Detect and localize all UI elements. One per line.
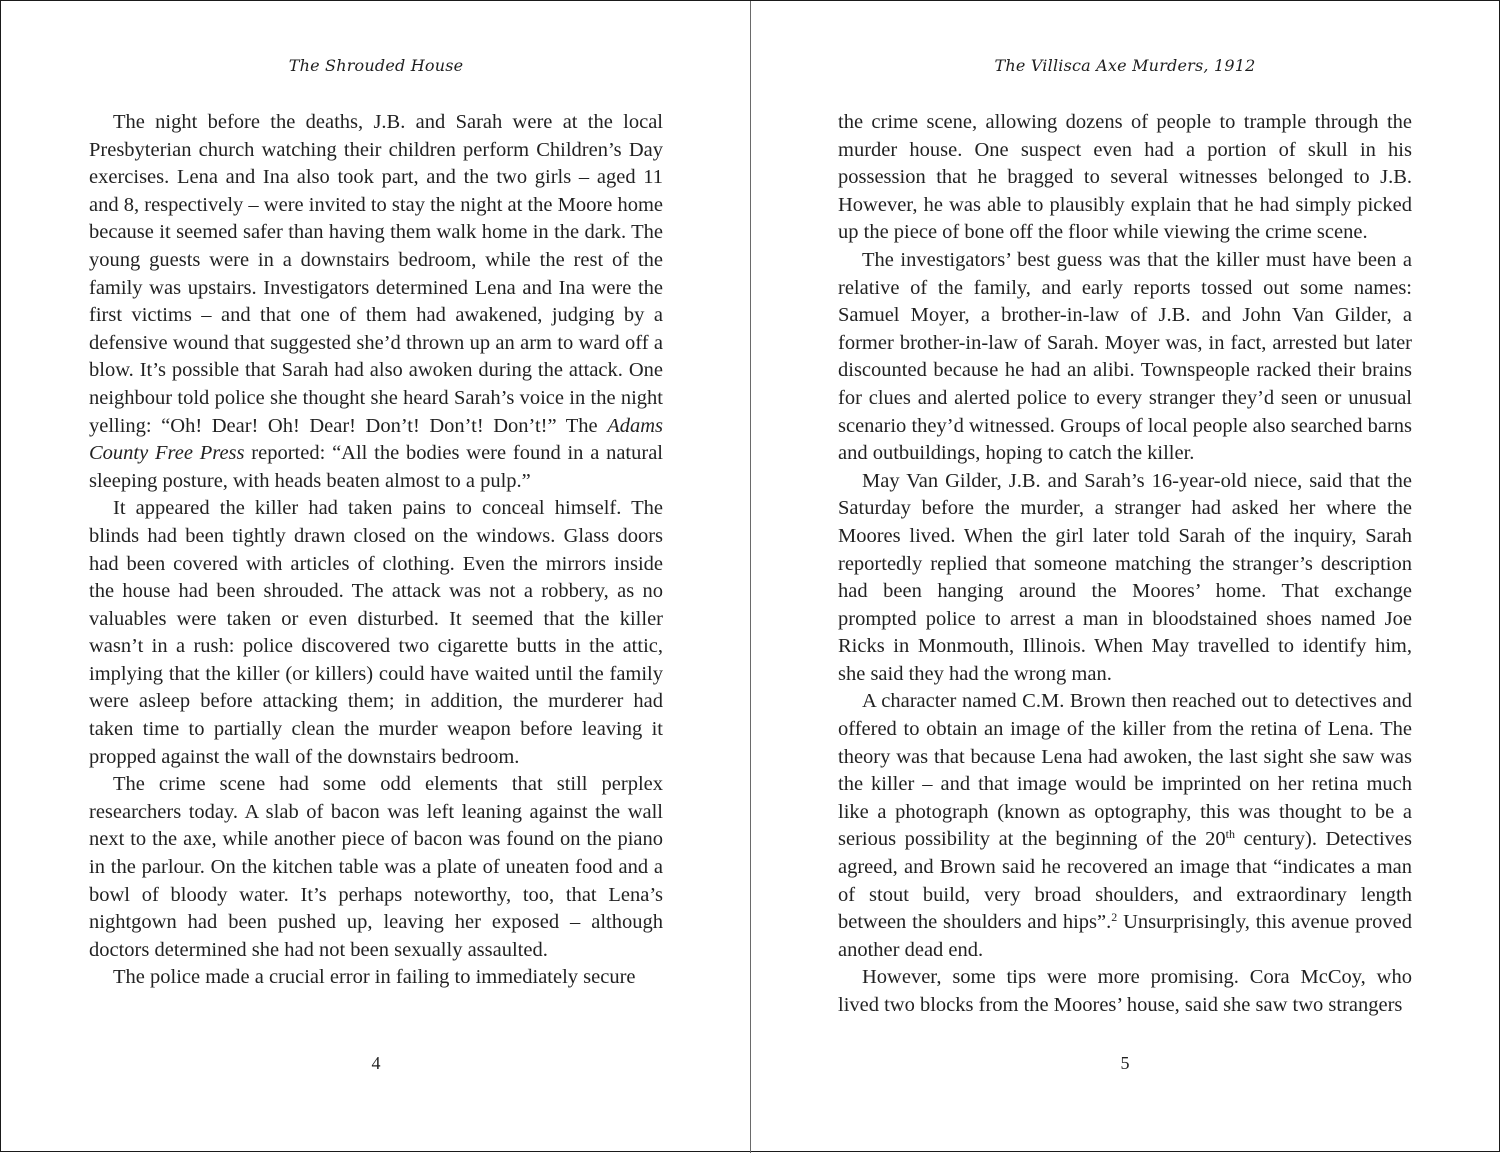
left-running-head: The Shrouded House	[288, 56, 464, 75]
right-running-head: The Villisca Axe Murders, 1912	[994, 56, 1256, 75]
right-body-text	[838, 109, 1412, 1020]
gutter-divider	[750, 1, 751, 1153]
footnote-marker[interactable]: 2	[1111, 910, 1118, 925]
left-paragraph-2: It appeared the killer had taken pains to conceal himself. The blinds had been tightly drawn closed on the windows. Glass doors had been covered with articles of clothing. Even the mirrors inside the house had been shrouded. The attack was not a robbery, as no valuables were taken or even disturbed. It seemed that the killer wasn’t in a rush: police discovered two cigarette butts in the attic, implying that the killer (or killers) could have waited until the family were asleep before attacking them; in addition, the murderer had taken time to partially clean the murder weapon before leaving it propped against the wall of the downstairs bedroom.	[89, 497, 663, 768]
right-paragraph-4-part-2: century). Detectives agreed, and Brown said he recovered an image that “indicates a man of stout build, very broad shoulders, and extraordinary length between the shoulders and hips”.	[838, 828, 1412, 934]
right-paragraph-5: However, some tips were more promising. Cora McCoy, who lived two blocks from the Moores’ house, said she saw two strangers	[838, 966, 1412, 1016]
left-paragraph-3: The crime scene had some odd elements that still perplex researchers today. A slab of bacon was left leaning against the wall next to the axe, while another piece of bacon was found on the piano in the parlour. On the kitchen table was a plate of uneaten food and a bowl of bloody water. It’s perhaps noteworthy, too, that Lena’s nightgown had been pushed up, leaving her exposed – although doctors determined she had not been sexually assaulted.	[89, 773, 663, 961]
left-paragraph-1-part-2: reported: “All the bodies were found in a natural sleeping posture, with heads beaten almost to a pulp.”	[89, 442, 664, 492]
right-paragraph-4-part-1: A character named C.M. Brown then reached out to detectives and offered to obtain an image of the killer from the retina of Lena. The theory was that because Lena had awoken, the last sight she saw was the killer – and that image would be imprinted on her retina much like a photograph (known as optography, this was thought to be a serious possibility at the beginning of the 20	[838, 690, 1412, 851]
right-paragraph-4	[838, 688, 1412, 964]
right-paragraph-3: May Van Gilder, J.B. and Sarah’s 16-year-old niece, said that the Saturday before the murder, a stranger had asked her where the Moores lived. When the girl later told Sarah of the inquiry, Sarah reportedly replied that someone matching the stranger’s description had been hanging around the Moores’ home. That exchange prompted police to arrest a man in bloodstained shoes named Joe Ricks in Monmouth, Illinois. When May travelled to identify him, she said they had the wrong man.	[838, 469, 1412, 685]
left-page	[89, 1, 663, 1153]
right-page-number: 5	[1120, 1053, 1130, 1073]
right-paragraph-1: the crime scene, allowing dozens of people to trample through the murder house. One suspect even had a portion of skull in his possession that he bragged to several witnesses belonged to J.B. However, he was able to plausibly explain that he had simply picked up the piece of bone off the floor while viewing the crime scene.	[838, 111, 1412, 244]
left-paragraph-4: The police made a crucial error in failing to immediately secure	[113, 966, 636, 989]
left-body-text	[89, 109, 663, 992]
left-paragraph-1	[89, 109, 663, 495]
right-paragraph-2: The investigators’ best guess was that the killer must have been a relative of the family, and early reports tossed out some names: Samuel Moyer, a brother-in-law of J.B. and John Van Gilder, a former brother-in-law of Sarah. Moyer was, in fact, arrested but later discounted because he had an alibi. Townspeople racked their brains for clues and alerted police to every stranger they’d seen or unusual scenario they’d witnessed. Groups of local people also searched barns and outbuildings, hoping to catch the killer.	[838, 248, 1412, 465]
ordinal-superscript: th	[1225, 827, 1235, 842]
newspaper-title: Adams County Free Press	[89, 414, 663, 465]
left-page-number: 4	[371, 1053, 381, 1073]
right-paragraph-4-part-3: Unsurprisingly, this avenue proved another dead end.	[838, 911, 1412, 961]
right-page	[838, 1, 1412, 1153]
left-paragraph-1-part-1: The night before the deaths, J.B. and Sarah were at the local Presbyterian church watching their children perform Children’s Day exercises. Lena and Ina also took part, and the two girls – aged 11 and 8, respectively – were invited to stay the night at the Moore home because it seemed safer than having them walk home in the dark. The young guests were in a downstairs bedroom, while the rest of the family was upstairs. Investigators determined Lena and Ina were the first victims – and that one of them had awakened, judging by a defensive wound that suggested she’d thrown up an arm to ward off a blow. It’s possible that Sarah had also awoken during the attack. One neighbour told police she thought she heard Sarah’s voice in the night yelling: “Oh! Dear! Oh! Dear! Don’t! Don’t! Don’t!” The	[89, 111, 663, 437]
